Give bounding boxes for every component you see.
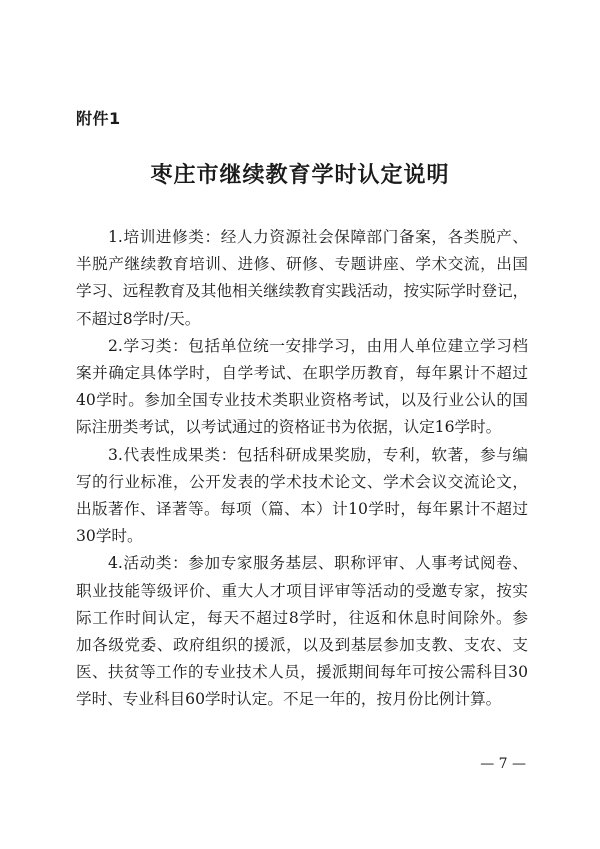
paragraph-line: 40学时。参加全国专业技术类职业资格考试，以及行业公认的国 bbox=[76, 391, 528, 410]
paragraph-line: 30学时。 bbox=[76, 527, 143, 546]
paragraph-line: 3.代表性成果类：包括科研成果奖励，专利，软著，参与编 bbox=[108, 445, 528, 464]
paragraph-line: 不超过8学时/天。 bbox=[76, 309, 201, 328]
document-body bbox=[76, 224, 528, 714]
paragraph-achievements bbox=[76, 442, 528, 551]
paragraph-line: 写的行业标准，公开发表的学术技术论文、学术会议交流论文， bbox=[76, 472, 528, 491]
document-title: 枣庄市继续教育学时认定说明 bbox=[150, 162, 450, 188]
paragraph-line: 际工作时间认定，每天不超过8学时，往返和休息时间除外。参 bbox=[76, 608, 528, 627]
paragraph-line: 加各级党委、政府组织的援派，以及到基层参加支教、支农、支 bbox=[76, 636, 528, 655]
paragraph-line: 出版著作、译著等。每项（篇、本）计10学时，每年累计不超过 bbox=[76, 500, 528, 519]
paragraph-line: 2.学习类：包括单位统一安排学习，由用人单位建立学习档 bbox=[108, 336, 528, 355]
paragraph-line: 际注册类考试，以考试通过的资格证书为依据，认定16学时。 bbox=[76, 418, 502, 437]
paragraph-line: 学习、远程教育及其他相关继续教育实践活动，按实际学时登记， bbox=[76, 282, 529, 301]
paragraph-line: 职业技能等级评价、重大人才项目评审等活动的受邀专家，按实 bbox=[76, 581, 528, 600]
paragraph-study bbox=[76, 333, 528, 442]
paragraph-line: 半脱产继续教育培训、进修、研修、专题讲座、学术交流，出国 bbox=[76, 255, 528, 274]
paragraph-line: 1.培训进修类：经人力资源社会保障部门备案，各类脱产、 bbox=[108, 228, 528, 246]
paragraph-line: 学时、专业科目60学时认定。不足一年的，按月份比例计算。 bbox=[76, 690, 502, 709]
paragraph-training bbox=[76, 224, 528, 333]
attachment-label: 附件1 bbox=[76, 109, 121, 128]
paragraph-line: 案并确定具体学时，自学考试、在职学历教育，每年累计不超过 bbox=[76, 364, 528, 383]
paragraph-line: 医、扶贫等工作的专业技术人员，援派期间每年可按公需科目30 bbox=[76, 663, 528, 682]
page-number: — 7 — bbox=[480, 756, 526, 772]
paragraph-activities bbox=[76, 550, 528, 713]
paragraph-line: 4.活动类：参加专家服务基层、职称评审、人事考试阅卷、 bbox=[108, 554, 528, 573]
